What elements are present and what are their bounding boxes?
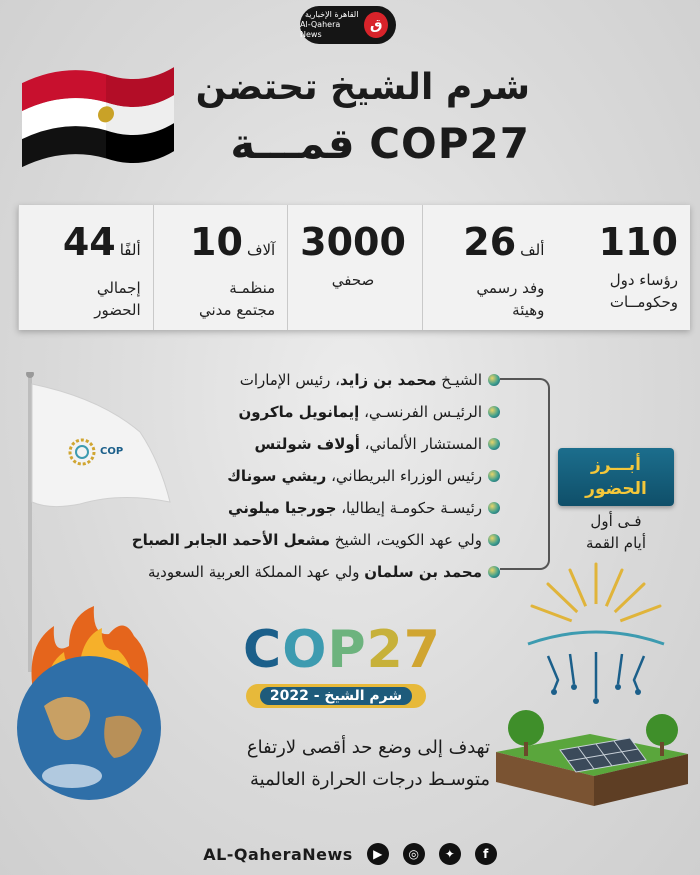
highlight-box (558, 448, 674, 506)
goal-text-line2: متوسـط درجات الحرارة العالمية (249, 769, 490, 790)
sun-circuit-emblem-icon (518, 560, 674, 710)
stat-label: منظمـة (229, 279, 276, 297)
stat-unit: ألف (520, 241, 545, 259)
highlight-sub2: أيام القمة (585, 534, 646, 552)
attendee-text: الرئيـس الفرنسـي، إيمانويل ماكرون (238, 403, 482, 421)
instagram-icon[interactable]: ◎ (403, 843, 425, 865)
attendee-text: رئيسـة حكومـة إيطاليا، جورجيا ميلوني (228, 499, 482, 517)
stats-band (18, 205, 690, 330)
stat-label: وهيئة (512, 301, 545, 319)
list-item (40, 492, 500, 524)
stat-label: رؤساء دول (609, 271, 678, 289)
channel-logo (300, 6, 396, 44)
stat-delegations (422, 205, 557, 330)
bullet-dot-icon (488, 374, 500, 386)
egypt-flag-icon (14, 62, 182, 168)
attendee-text: محمد بن سلمان ولي عهد المملكة العربية السعودية (147, 563, 482, 581)
cop27-logo: COP27 (243, 620, 441, 680)
list-item (40, 460, 500, 492)
stat-number: 3000 (300, 220, 406, 264)
list-item (40, 428, 500, 460)
list-item (40, 556, 500, 588)
bullet-dot-icon (488, 470, 500, 482)
bullet-dot-icon (488, 566, 500, 578)
stat-label: وحكومــات (609, 293, 678, 311)
footer (0, 834, 700, 874)
bullet-dot-icon (488, 502, 500, 514)
burning-globe-icon (14, 606, 164, 806)
stat-label: الحضور (94, 301, 141, 319)
stat-label: إجمالي (96, 279, 141, 297)
stat-total-attendance (18, 205, 153, 330)
youtube-icon[interactable]: ▶ (367, 843, 389, 865)
stat-label: وفد رسمي (476, 279, 545, 297)
stat-unit: ألفًا (119, 241, 141, 259)
highlight-line1: أبـــرز (590, 455, 641, 475)
cop27-location-text: شرم الشيخ - 2022 (260, 687, 412, 705)
stat-number: 110 (598, 220, 678, 264)
stat-heads-of-state (556, 205, 690, 330)
stat-number: 44 (62, 220, 116, 264)
bullet-dot-icon (488, 438, 500, 450)
page-title-line1: شرم الشيخ تحتضن (195, 67, 530, 108)
list-item (40, 364, 500, 396)
highlight-subtitle (548, 510, 684, 554)
stat-number: 26 (463, 220, 517, 264)
facebook-icon[interactable]: f (475, 843, 497, 865)
twitter-icon[interactable]: ✦ (439, 843, 461, 865)
logo-text-ar: القاهرة الإخبارية (304, 10, 359, 19)
page-title-line2: قمـــة COP27 (230, 119, 530, 168)
highlight-line2: الحضور (585, 479, 647, 499)
attendee-text: ولي عهد الكويت، الشيخ مشعل الأحمد الجابر الصباح (131, 531, 482, 549)
list-bracket (500, 378, 550, 570)
logo-mark: ق (364, 12, 388, 38)
footer-brand: AL-QaheraNews (203, 844, 353, 864)
list-item (40, 396, 500, 428)
stat-label: مجتمع مدني (198, 301, 276, 319)
attendee-text: رئيس الوزراء البريطاني، ريشي سوناك (227, 467, 482, 485)
solar-panel-land-icon (490, 706, 692, 810)
stat-unit: آلاف (246, 241, 276, 259)
highlight-sub1: فـى أول (590, 512, 642, 530)
bullet-dot-icon (488, 406, 500, 418)
stat-civil-society (153, 205, 288, 330)
cop27-location-pill (246, 684, 426, 708)
attendee-text: المستشار الألماني، أولاف شولتس (254, 435, 482, 453)
attendee-text: الشيـخ محمد بن زايد، رئيس الإمارات (239, 371, 482, 389)
logo-text-en: Al-Qahera News (300, 20, 341, 39)
svg-text:COP: COP (100, 446, 124, 457)
bullet-dot-icon (488, 534, 500, 546)
stat-label: صحفي (331, 271, 375, 289)
list-item (40, 524, 500, 556)
stat-journalists (287, 205, 422, 330)
attendees-list (40, 364, 500, 588)
goal-text-line1: تهدف إلى وضع حد أقصى لارتفاع (246, 737, 490, 758)
stat-number: 10 (190, 220, 243, 264)
